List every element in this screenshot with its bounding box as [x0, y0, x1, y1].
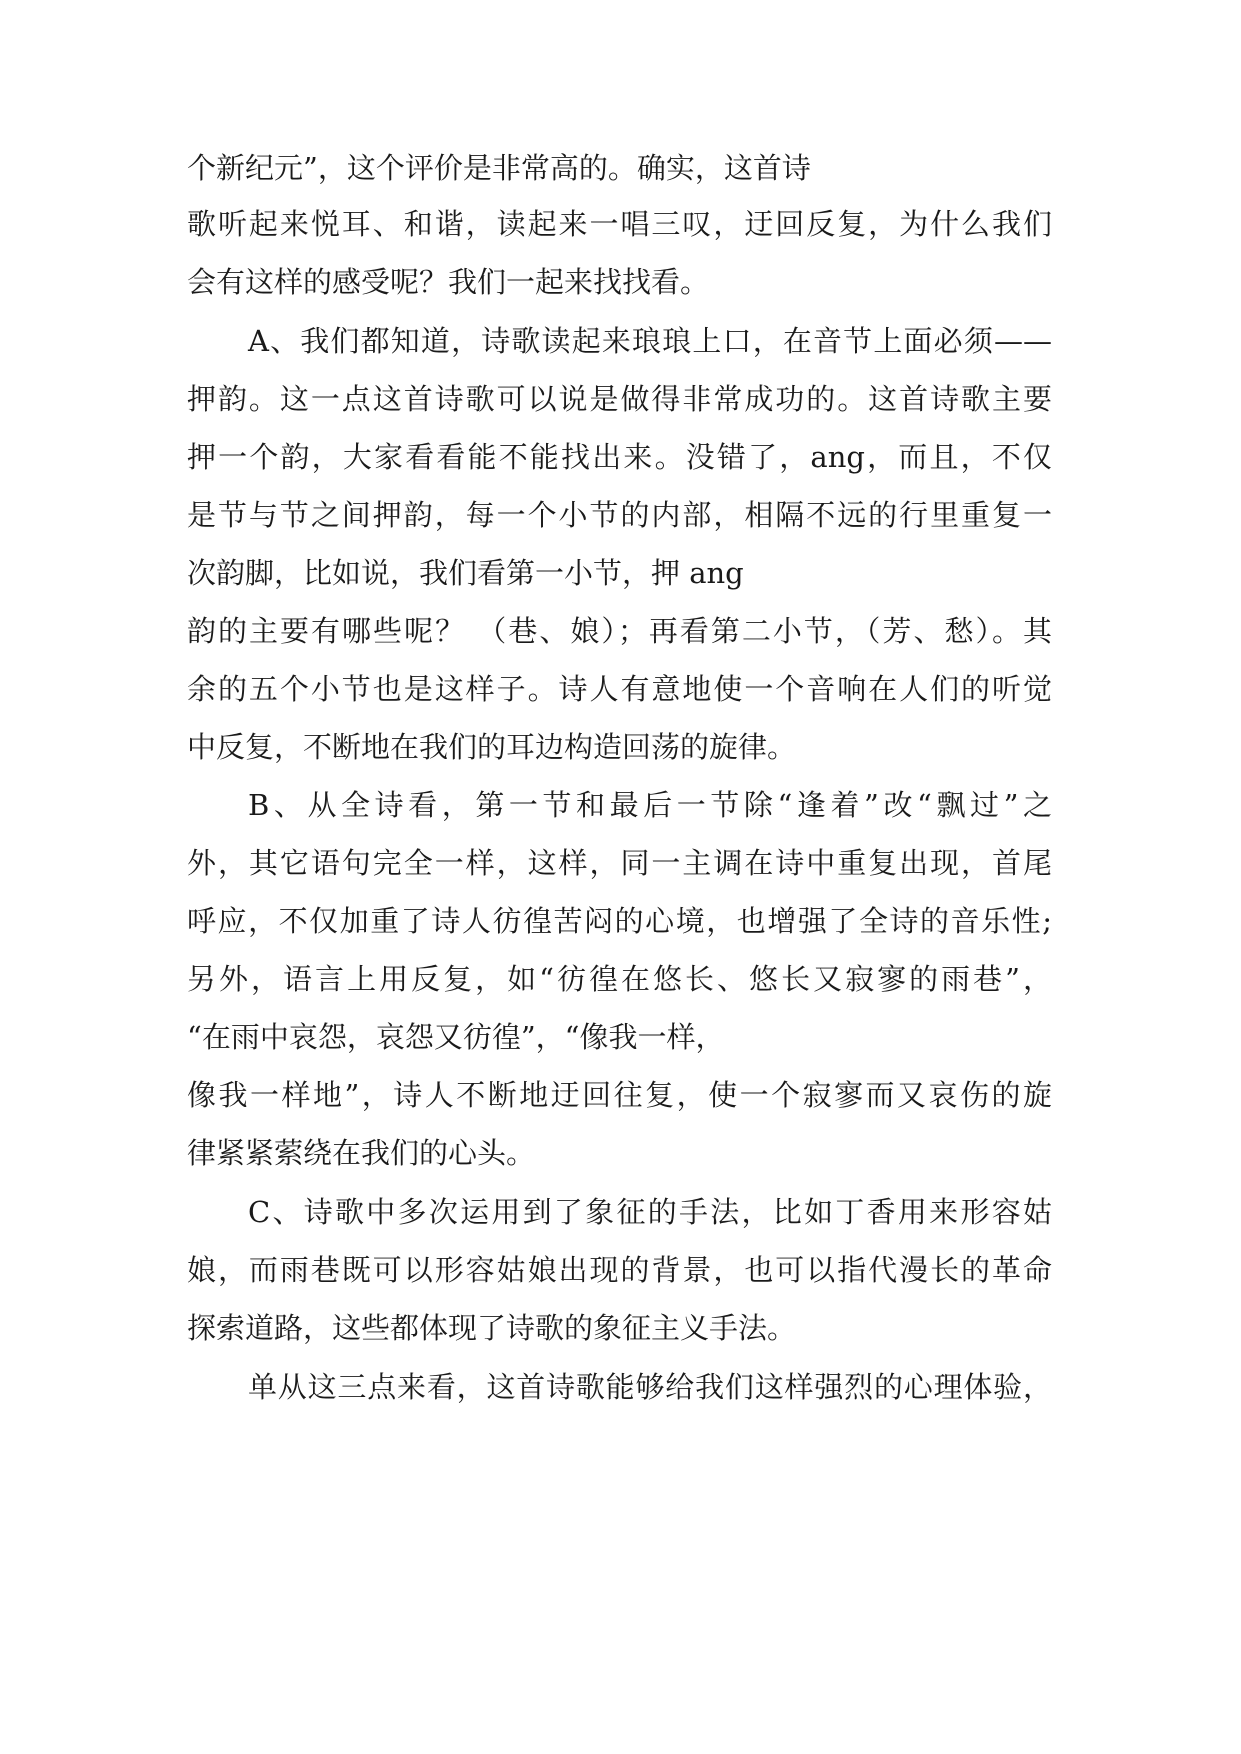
text-line: 韵的主要有哪些呢？ （巷、娘）；再看第二小节，（芳、愁）。其 [187, 614, 1052, 648]
text-line: “在雨中哀怨，哀怨又彷徨”，“像我一样， [187, 1020, 725, 1054]
text-line: 押韵。这一点这首诗歌可以说是做得非常成功的。这首诗歌主要 [187, 382, 1052, 416]
paragraph-summary-first-line: 单从这三点来看，这首诗歌能够给我们这样强烈的心理体验， [248, 1370, 1052, 1404]
text-line: 是节与节之间押韵，每一个小节的内部，相隔不远的行里重复一 [187, 498, 1052, 532]
paragraph-b-first-line: B、从全诗看，第一节和最后一节除“逢着”改“飘过”之 [248, 788, 1052, 822]
text-line: 歌听起来悦耳、和谐，读起来一唱三叹，迂回反复，为什么我们 [187, 207, 1052, 241]
text-line: 中反复，不断地在我们的耳边构造回荡的旋律。 [187, 730, 797, 764]
text-line: 呼应，不仅加重了诗人彷徨苦闷的心境，也增强了全诗的音乐性; [187, 904, 1052, 938]
text-line: 探索道路，这些都体现了诗歌的象征主义手法。 [187, 1311, 797, 1345]
text-line: 个新纪元”，这个评价是非常高的。确实，这首诗 [187, 151, 811, 185]
paragraph-c-first-line: C、诗歌中多次运用到了象征的手法，比如丁香用来形容姑 [248, 1195, 1052, 1229]
text-line: 外，其它语句完全一样，这样，同一主调在诗中重复出现，首尾 [187, 846, 1052, 880]
text-line: 娘，而雨巷既可以形容姑娘出现的背景，也可以指代漫长的革命 [187, 1253, 1052, 1287]
text-line: 余的五个小节也是这样子。诗人有意地使一个音响在人们的听觉 [187, 672, 1052, 706]
paragraph-a-first-line: A、我们都知道，诗歌读起来琅琅上口，在音节上面必须—— [248, 324, 1052, 358]
text-line: 像我一样地”，诗人不断地迂回往复，使一个寂寥而又哀伤的旋 [187, 1078, 1052, 1112]
text-line: 律紧紧萦绕在我们的心头。 [187, 1136, 536, 1170]
text-line: 次韵脚，比如说，我们看第一小节，押 ang [187, 556, 744, 590]
text-line: 押一个韵，大家看看能不能找出来。没错了，ang，而且，不仅 [187, 440, 1052, 474]
text-line: 会有这样的感受呢？我们一起来找找看。 [187, 265, 710, 299]
text-line: 另外，语言上用反复，如“彷徨在悠长、悠长又寂寥的雨巷”， [187, 962, 1052, 996]
